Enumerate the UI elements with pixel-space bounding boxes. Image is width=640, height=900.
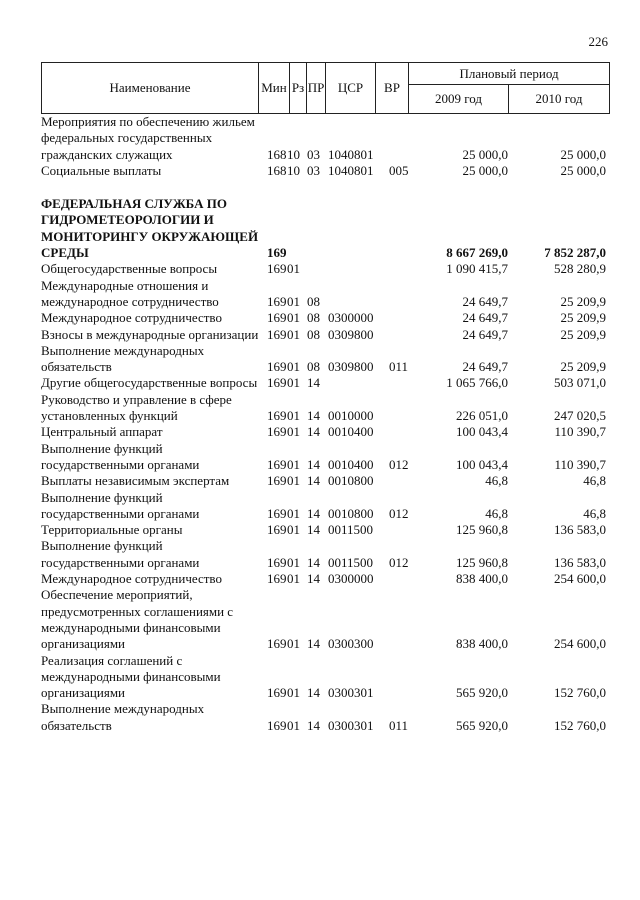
row-csr: 1040801 <box>328 146 374 162</box>
row-csr: 0300300 <box>328 636 374 652</box>
row-csr: 0309800 <box>328 326 374 342</box>
row-pr: 03 <box>307 146 320 162</box>
row-pr: 08 <box>307 359 320 375</box>
row-name: Центральный аппарат <box>41 424 163 440</box>
row-min: 169 <box>267 408 287 424</box>
page-number: 226 <box>588 34 608 49</box>
row-amount-2010: 528 280,9 <box>554 261 606 277</box>
row-vr: 012 <box>389 456 409 472</box>
row-rz: 01 <box>287 522 300 538</box>
row-name: Выполнение функций государственными органами <box>41 489 200 521</box>
row-amount-2010: 110 390,7 <box>554 456 606 472</box>
row-pr: 14 <box>307 408 320 424</box>
row-pr: 14 <box>307 571 320 587</box>
row-amount-2009: 24 649,7 <box>462 326 508 342</box>
row-pr: 14 <box>307 554 320 570</box>
table-row <box>41 196 609 261</box>
row-min: 168 <box>267 162 287 178</box>
row-amount-2009: 838 400,0 <box>456 636 508 652</box>
row-rz: 01 <box>287 685 300 701</box>
row-amount-2009: 125 960,8 <box>456 522 508 538</box>
row-rz: 01 <box>287 505 300 521</box>
table-row <box>41 310 609 326</box>
row-csr: 0010400 <box>328 456 374 472</box>
row-amount-2010: 7 852 287,0 <box>544 245 606 261</box>
row-amount-2009: 565 920,0 <box>456 685 508 701</box>
header-rz: Рз <box>290 63 307 114</box>
row-csr: 0010800 <box>328 473 374 489</box>
row-pr: 14 <box>307 505 320 521</box>
table-row <box>41 424 609 440</box>
row-pr: 14 <box>307 636 320 652</box>
header-csr: ЦСР <box>326 63 376 114</box>
row-vr: 011 <box>389 717 409 733</box>
header-min: Мин <box>259 63 290 114</box>
row-name: Выполнение международных обязательств <box>41 701 205 733</box>
row-csr: 0010800 <box>328 505 374 521</box>
row-amount-2010: 152 760,0 <box>554 717 606 733</box>
row-pr: 08 <box>307 326 320 342</box>
row-amount-2010: 503 071,0 <box>554 375 606 391</box>
row-min: 169 <box>267 554 287 570</box>
row-rz: 01 <box>287 554 300 570</box>
row-name: Международное сотрудничество <box>41 310 222 326</box>
row-csr: 0010400 <box>328 424 374 440</box>
row-amount-2010: 25 000,0 <box>560 162 606 178</box>
row-min: 169 <box>267 473 287 489</box>
table-row <box>41 653 609 702</box>
row-pr: 14 <box>307 424 320 440</box>
table-row <box>41 163 609 179</box>
row-name: Обеспечение мероприятий, предусмотренных соглашениями с международными финансовыми организациями <box>41 587 234 652</box>
row-name: Социальные выплаты <box>41 162 162 178</box>
row-name: Выполнение функций государственными органами <box>41 440 200 472</box>
row-pr: 14 <box>307 717 320 733</box>
row-name: Мероприятия по обеспечению жильем федеральных государственных гражданских служащих <box>41 114 255 162</box>
table-row <box>41 490 609 523</box>
row-rz: 01 <box>287 571 300 587</box>
row-amount-2010: 247 020,5 <box>554 408 606 424</box>
row-min: 168 <box>267 146 287 162</box>
row-vr: 012 <box>389 554 409 570</box>
row-rz: 01 <box>287 473 300 489</box>
row-rz: 01 <box>287 408 300 424</box>
row-amount-2009: 46,8 <box>485 505 508 521</box>
row-amount-2010: 110 390,7 <box>554 424 606 440</box>
row-rz: 01 <box>287 456 300 472</box>
row-vr: 011 <box>389 359 409 375</box>
row-pr: 08 <box>307 293 320 309</box>
row-rz: 10 <box>287 146 300 162</box>
row-amount-2009: 100 043,4 <box>456 456 508 472</box>
header-year-2009: 2009 год <box>409 85 509 114</box>
row-name: ФЕДЕРАЛЬНАЯ СЛУЖБА ПО ГИДРОМЕТЕОРОЛОГИИ И МОНИТОРИНГУ ОКРУЖАЮЩЕЙ СРЕДЫ <box>41 196 259 261</box>
row-pr: 14 <box>307 456 320 472</box>
table-header <box>41 62 609 114</box>
row-name: Международное сотрудничество <box>41 571 222 587</box>
row-csr: 0300000 <box>328 310 374 326</box>
row-rz: 01 <box>287 424 300 440</box>
row-vr: 012 <box>389 505 409 521</box>
row-amount-2009: 100 043,4 <box>456 424 508 440</box>
row-min: 169 <box>267 717 287 733</box>
row-rz: 01 <box>287 375 300 391</box>
row-min: 169 <box>267 685 287 701</box>
table-row <box>41 538 609 571</box>
row-min: 169 <box>267 245 287 261</box>
row-csr: 0300000 <box>328 571 374 587</box>
header-vr: ВР <box>376 63 409 114</box>
table-row <box>41 473 609 489</box>
table-body <box>41 114 609 734</box>
row-rz: 01 <box>287 310 300 326</box>
table-row <box>41 392 609 425</box>
row-min: 169 <box>267 456 287 472</box>
row-rz: 01 <box>287 326 300 342</box>
table-row <box>41 441 609 474</box>
row-amount-2009: 25 000,0 <box>462 162 508 178</box>
row-amount-2010: 152 760,0 <box>554 685 606 701</box>
row-amount-2010: 46,8 <box>583 505 606 521</box>
row-name: Территориальные органы <box>41 522 183 538</box>
row-rz: 01 <box>287 293 300 309</box>
table-row <box>41 701 609 734</box>
row-min: 169 <box>267 375 287 391</box>
row-name: Выполнение функций государственными органами <box>41 538 200 570</box>
row-amount-2009: 226 051,0 <box>456 408 508 424</box>
table-row <box>41 261 609 277</box>
row-name: Взносы в международные организации <box>41 326 259 342</box>
row-pr: 14 <box>307 685 320 701</box>
header-planned-period: Плановый период <box>409 63 610 85</box>
row-pr: 03 <box>307 162 320 178</box>
row-amount-2010: 46,8 <box>583 473 606 489</box>
table-row <box>41 375 609 391</box>
row-vr: 005 <box>389 162 409 178</box>
row-amount-2009: 1 090 415,7 <box>446 261 508 277</box>
row-name: Реализация соглашений с международными финансовыми организациями <box>41 652 221 701</box>
row-rz: 01 <box>287 359 300 375</box>
row-name: Выполнение международных обязательств <box>41 342 205 375</box>
table-row <box>41 587 609 652</box>
row-amount-2010: 136 583,0 <box>554 554 606 570</box>
row-name: Другие общегосударственные вопросы <box>41 375 258 391</box>
row-min: 169 <box>267 359 287 375</box>
row-csr: 0309800 <box>328 359 374 375</box>
row-pr: 14 <box>307 375 320 391</box>
row-min: 169 <box>267 505 287 521</box>
row-min: 169 <box>267 261 287 277</box>
table-row <box>41 327 609 343</box>
row-csr: 0300301 <box>328 685 374 701</box>
row-min: 169 <box>267 326 287 342</box>
row-amount-2009: 25 000,0 <box>462 146 508 162</box>
table-row <box>41 522 609 538</box>
row-csr: 1040801 <box>328 162 374 178</box>
row-amount-2009: 838 400,0 <box>456 571 508 587</box>
row-amount-2009: 8 667 269,0 <box>446 245 508 261</box>
row-csr: 0300301 <box>328 717 374 733</box>
table-row <box>41 278 609 311</box>
header-name: Наименование <box>42 63 259 114</box>
row-name: Международные отношения и международное сотрудничество <box>41 277 219 309</box>
header-year-2010: 2010 год <box>509 85 610 114</box>
row-csr: 0011500 <box>328 522 374 538</box>
row-rz: 10 <box>287 162 300 178</box>
header-pr: ПР <box>307 63 326 114</box>
row-amount-2010: 25 209,9 <box>560 326 606 342</box>
row-amount-2009: 24 649,7 <box>462 359 508 375</box>
row-amount-2010: 136 583,0 <box>554 522 606 538</box>
table-row <box>41 571 609 587</box>
row-amount-2009: 46,8 <box>485 473 508 489</box>
row-min: 169 <box>267 636 287 652</box>
row-amount-2009: 125 960,8 <box>456 554 508 570</box>
row-amount-2009: 565 920,0 <box>456 717 508 733</box>
row-rz: 01 <box>287 636 300 652</box>
table-row <box>41 343 609 376</box>
row-name: Общегосударственные вопросы <box>41 261 218 277</box>
row-pr: 14 <box>307 473 320 489</box>
row-amount-2010: 25 209,9 <box>560 310 606 326</box>
row-rz: 01 <box>287 717 300 733</box>
row-amount-2009: 24 649,7 <box>462 293 508 309</box>
row-csr: 0010000 <box>328 408 374 424</box>
row-amount-2010: 254 600,0 <box>554 571 606 587</box>
row-amount-2010: 25 000,0 <box>560 146 606 162</box>
row-name: Выплаты независимым экспертам <box>41 473 230 489</box>
row-amount-2009: 1 065 766,0 <box>446 375 508 391</box>
row-min: 169 <box>267 293 287 309</box>
row-amount-2010: 25 209,9 <box>560 293 606 309</box>
row-name: Руководство и управление в сфере установленных функций <box>41 391 232 424</box>
row-rz: 01 <box>287 261 300 277</box>
row-pr: 14 <box>307 522 320 538</box>
row-pr: 08 <box>307 310 320 326</box>
row-min: 169 <box>267 571 287 587</box>
row-min: 169 <box>267 310 287 326</box>
table-row <box>41 114 609 163</box>
row-amount-2009: 24 649,7 <box>462 310 508 326</box>
row-amount-2010: 254 600,0 <box>554 636 606 652</box>
row-amount-2010: 25 209,9 <box>560 359 606 375</box>
row-min: 169 <box>267 522 287 538</box>
row-csr: 0011500 <box>328 554 374 570</box>
row-min: 169 <box>267 424 287 440</box>
